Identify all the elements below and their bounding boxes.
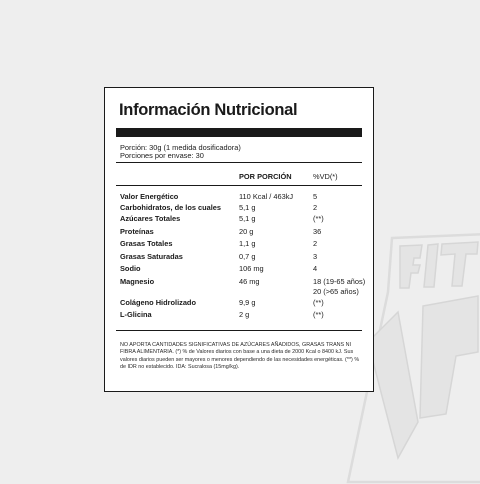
column-header-dv: %VD(*) — [313, 172, 338, 181]
nutrient-amount: 46 mg — [239, 277, 260, 286]
nutrient-dv-secondary: 20 (>65 años) — [313, 287, 359, 296]
nutrient-amount: 5,1 g — [239, 214, 256, 223]
column-header-per-serving: POR PORCIÓN — [239, 172, 292, 181]
nutrient-dv: 5 — [313, 192, 318, 201]
nutrient-name: L-Glicina — [120, 310, 152, 319]
divider — [116, 330, 362, 331]
nutrient-dv: (**) — [313, 310, 324, 319]
divider — [116, 162, 362, 163]
nutrient-name: Sodio — [120, 264, 141, 273]
nutrient-name: Carbohidratos, de los cuales — [120, 203, 222, 212]
nutrient-name: Proteínas — [120, 227, 154, 236]
nutrient-name: Magnesio — [120, 277, 155, 286]
nutrient-dv: 2 — [313, 203, 318, 212]
nutrient-name: Grasas Saturadas — [120, 252, 183, 261]
serving-size: Porción: 30g (1 medida dosificadora) — [120, 143, 241, 152]
nutrient-amount: 2 g — [239, 310, 250, 319]
nutrient-name: Colágeno Hidrolizado — [120, 298, 196, 307]
nutrient-amount: 0,7 g — [239, 252, 256, 261]
nutrient-amount: 9,9 g — [239, 298, 256, 307]
nutrient-amount: 5,1 g — [239, 203, 256, 212]
nutrient-amount: 106 mg — [239, 264, 264, 273]
nutrient-amount: 20 g — [239, 227, 254, 236]
nutrient-dv: 3 — [313, 252, 318, 261]
nutrient-amount: 110 Kcal / 463kJ — [239, 192, 294, 201]
nutrient-dv: (**) — [313, 214, 324, 223]
footnote: NO APORTA CANTIDADES SIGNIFICATIVAS DE AZÚCARES AÑADIDOS, GRASAS TRANS NI FIBRA ALIMENTARIA. (*) % de Valores diarios con base a una dieta de 2000 Kcal o 8400 kJ. Sus valores diarios pueden ser mayores o menores dependiendo de las necesidades energéticas. (**) % de IDR no establecido. IDA: Sucralosa (15mg/kg). — [120, 342, 360, 370]
title-divider-bar — [116, 128, 362, 137]
divider — [116, 185, 362, 186]
nutrient-dv: 36 — [313, 227, 322, 236]
nutrition-facts-label — [104, 87, 374, 392]
nutrient-name: Grasas Totales — [120, 239, 173, 248]
nutrient-amount: 1,1 g — [239, 239, 256, 248]
nutrient-dv: 18 (19-65 años) — [313, 277, 366, 286]
nutrient-name: Valor Energético — [120, 192, 179, 201]
nutrient-name: Azúcares Totales — [120, 214, 181, 223]
label-title: Información Nutricional — [119, 101, 298, 119]
nutrient-dv: 2 — [313, 239, 318, 248]
servings-per-container: Porciones por envase: 30 — [120, 151, 204, 160]
nutrient-dv: 4 — [313, 264, 318, 273]
nutrient-dv: (**) — [313, 298, 324, 307]
